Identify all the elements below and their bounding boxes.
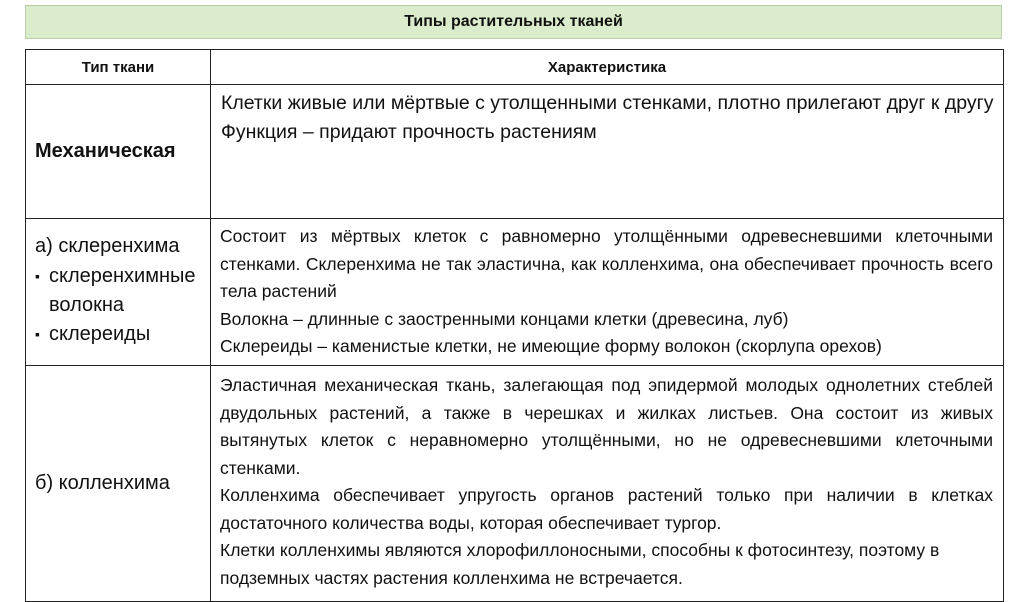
description-line: Клетки колленхимы являются хлорофиллоносными, способны к фотосинтезу, поэтому в подземных частях растения колленхима не встречается.	[220, 540, 940, 588]
description-line: Клетки живые или мёртвые с утолщенными стенками, плотно прилегают друг к другу	[221, 92, 994, 114]
sub-item-list	[35, 262, 210, 349]
tissue-type-cell	[26, 219, 211, 366]
tissue-type-collenchyma: б) колленхима	[26, 366, 211, 602]
header-characteristic: Характеристика	[211, 50, 1004, 85]
table-row	[26, 219, 1004, 366]
description-line: Функция – придают прочность растениям	[221, 121, 597, 143]
description-line: Колленхима обеспечивает упругость органов растений только при наличии в клетках достаточного количества воды, которая обеспечивает тургор.	[220, 485, 993, 533]
tissue-type-sclerenchyma: а) склеренхима	[35, 235, 180, 257]
table-row	[26, 366, 1004, 602]
description-line: Эластичная механическая ткань, залегающая под эпидермой молодых однолетних стеблей двудольных растений, а также в черешках и жилках листьев. Она состоит из живых вытянутых клеток с неравномерно утолщёнными, но не одревесневшими клеточными стенками.	[220, 375, 993, 478]
table-row	[26, 85, 1004, 219]
tissue-type-mechanical: Механическая	[26, 85, 211, 219]
tissue-table	[25, 49, 1004, 602]
sub-item-sclereids: ▪ склереиды	[35, 320, 210, 349]
description-cell	[211, 219, 1004, 366]
description-cell	[211, 85, 1004, 219]
description-line: Склереиды – каменистые клетки, не имеющие форму волокон (скорлупа орехов)	[220, 336, 882, 356]
description-line: Волокна – длинные с заостренными концами клетки (древесина, луб)	[220, 308, 789, 329]
description-line: Состоит из мёртвых клеток с равномерно утолщёнными одревесневшими клеточными стенками. Склеренхима не так эластична, как колленхима, она обеспечивает прочность всего тела растений	[220, 226, 993, 301]
page-title: Типы растительных тканей	[25, 5, 1002, 39]
table-header-row	[26, 50, 1004, 85]
description-cell	[211, 366, 1004, 602]
sub-item-fibers: ▪ склеренхимные волокна	[35, 262, 210, 320]
header-tissue-type: Тип ткани	[26, 50, 211, 85]
